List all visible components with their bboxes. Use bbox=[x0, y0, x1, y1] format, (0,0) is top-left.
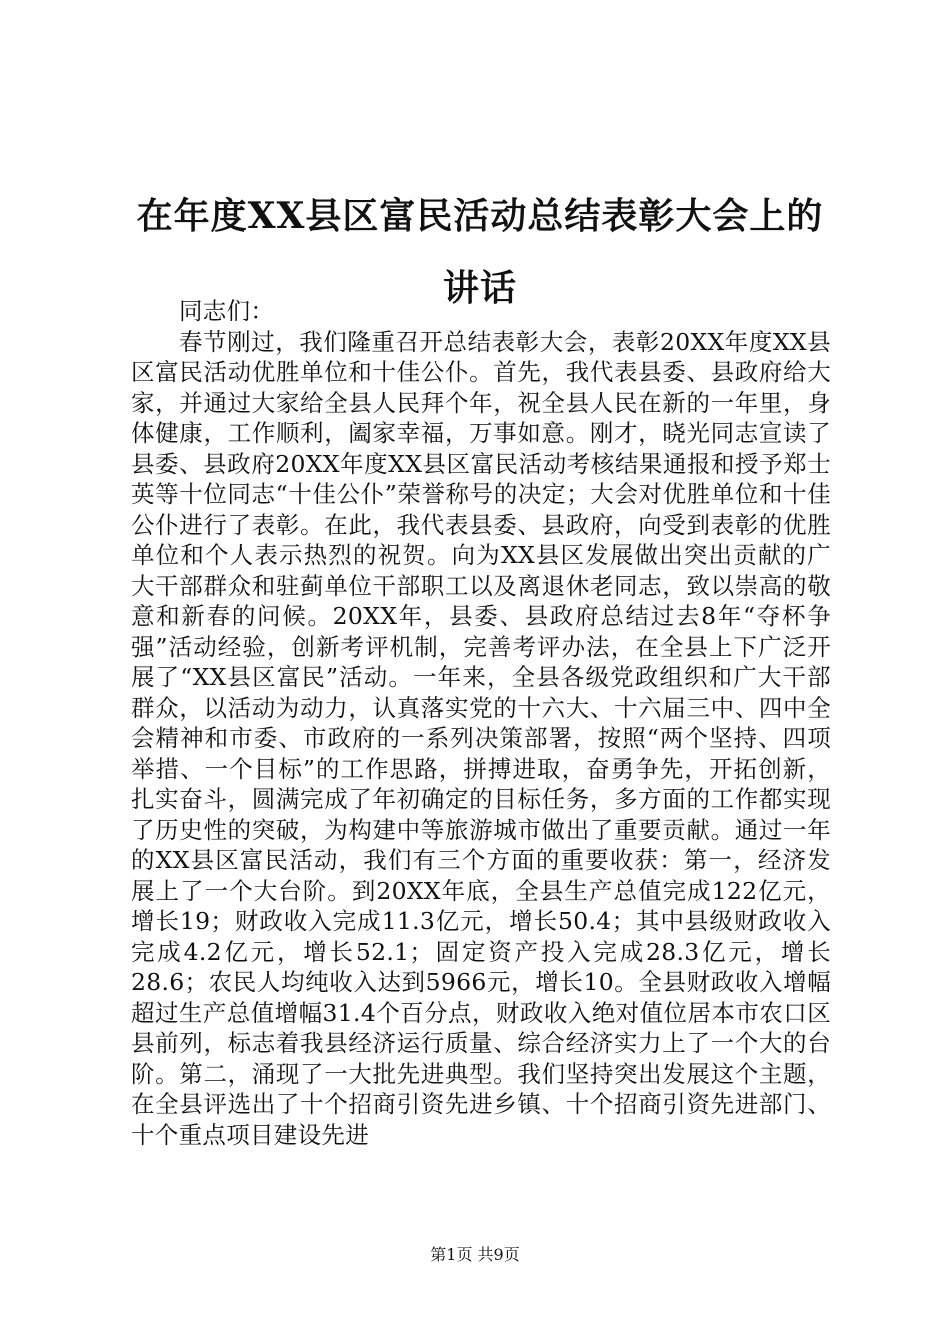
document-body bbox=[131, 296, 831, 1150]
document-title: 在年度XX县区富民活动总结表彰大会上的讲话 bbox=[136, 195, 824, 309]
greeting: 同志们： bbox=[179, 297, 275, 325]
body-paragraph: 春节刚过，我们隆重召开总结表彰大会，表彰20XX年度XX县区富民活动优胜单位和十佳公仆。首先，我代表县委、县政府给大家，并通过大家给全县人民拜个年，祝全县人民在新的一年里，身体健康，工作顺利，阖家幸福，万事如意。刚才，晓光同志宣读了县委、县政府20XX年度XX县区富民活动考核结果通报和授予郑士英等十位同志“十佳公仆”荣誉称号的决定；大会对优胜单位和十佳公仆进行了表彰。在此，我代表县委、县政府，向受到表彰的优胜单位和个人表示热烈的祝贺。向为XX县区发展做出突出贡献的广大干部群众和驻蓟单位干部职工以及离退休老同志，致以崇高的敬意和新春的问候。20XX年，县委、县政府总结过去8年“夺杯争强”活动经验，创新考评机制，完善考评办法，在全县上下广泛开展了“XX县区富民”活动。一年来，全县各级党政组织和广大干部群众，以活动为动力，认真落实党的十六大、十六届三中、四中全会精神和市委、市政府的一系列决策部署，按照“两个坚持、四项举措、一个目标”的工作思路，拼搏进取，奋勇争先，开拓创新，扎实奋斗，圆满完成了年初确定的目标任务，多方面的工作都实现了历史性的突破，为构建中等旅游城市做出了重要贡献。通过一年的XX县区富民活动，我们有三个方面的重要收获：第一，经济发展上了一个大台阶。到20XX年底，全县生产总值完成122亿元，增长19；财政收入完成11.3亿元，增长50.4；其中县级财政收入完成4.2亿元，增长52.1；固定资产投入完成28.3亿元，增长28.6；农民人均纯收入达到5966元，增长10。全县财政收入增幅超过生产总值增幅31.4个百分点，财政收入绝对值位居本市农口区县前列，标志着我县经济运行质量、综合经济实力上了一个大的台阶。第二，涌现了一大批先进典型。我们坚持突出发展这个主题，在全县评选出了十个招商引资先进乡镇、十个招商引资先进部门、十个重点项目建设先进 bbox=[131, 327, 831, 1149]
page-footer: 第1页 共9页 bbox=[430, 1245, 520, 1264]
